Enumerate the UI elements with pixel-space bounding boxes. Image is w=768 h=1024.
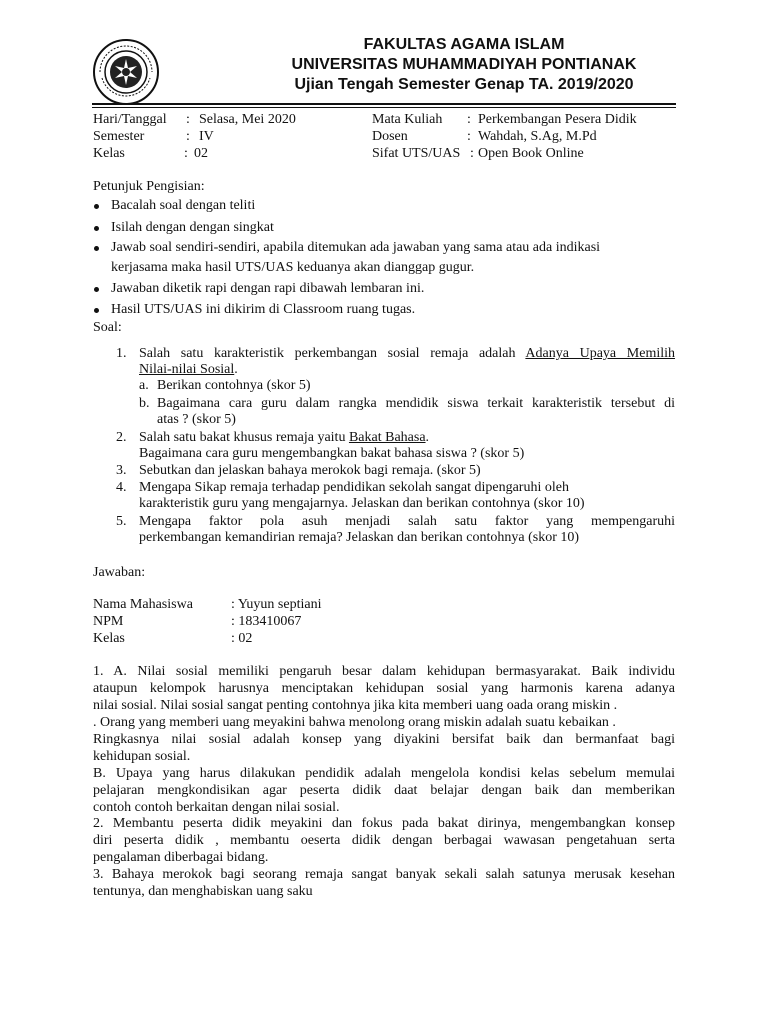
question-2-text: Salah satu bakat khusus remaja yaitu [139, 430, 346, 445]
question-number: 2. [116, 430, 127, 445]
answer-line: tentunya, dan menghabiskan uang saku [93, 884, 313, 899]
instruction-item: Jawab soal sendiri-sendiri, apabila ditemukan ada jawaban yang sama atau ada indikasi [111, 240, 601, 255]
info-label-lecturer: Dosen [372, 129, 408, 144]
question-1-line-2 [139, 362, 238, 378]
info-sep-course: : [467, 112, 471, 127]
info-label-class: Kelas [93, 146, 125, 161]
bullet-icon [93, 223, 103, 233]
answer-line: 1. A. Nilai sosial memiliki pengaruh besar dalam kehidupan bermasyarakat. Baik individu [93, 664, 675, 679]
student-value-class: : 02 [231, 631, 253, 646]
answer-line: B. Upaya yang harus dilakukan pendidik adalah mengelola kondisi kelas sebelum memulai [93, 766, 675, 781]
question-1-period: . [234, 362, 238, 377]
student-label-name: Nama Mahasiswa [93, 597, 193, 612]
answer-line: pengalaman diberbagai bidang. [93, 850, 269, 865]
answer-line: nilai sosial. Nilai sosial sangat penting contohnya jika kita memberi uang oada orang miskin . [93, 698, 618, 713]
info-sep-semester: : [186, 129, 190, 144]
question-2-period: . [425, 430, 430, 445]
info-sep-exam-type: : [470, 146, 474, 161]
questions-title: Soal: [93, 320, 122, 335]
question-4-line-2: karakteristik guru yang mengajarnya. Jelaskan dan berikan contohnya (skor 10) [139, 496, 585, 511]
info-sep-lecturer: : [467, 129, 471, 144]
question-1-text: Salah satu karakteristik perkembangan sosial remaja adalah [139, 346, 516, 361]
exam-title: Ujian Tengah Semester Genap TA. 2019/2020 [294, 76, 634, 93]
answers-title: Jawaban: [93, 565, 146, 580]
instruction-item: Bacalah soal dengan teliti [111, 198, 256, 213]
answer-line: Ringkasnya nilai sosial adalah konsep yang diyakini bersifat baik dan bermanfaat bagi [93, 732, 675, 747]
bullet-icon [93, 305, 103, 315]
answer-line: kehidupan sosial. [93, 749, 191, 764]
question-number: 3. [116, 463, 127, 478]
info-label-semester: Semester [93, 129, 145, 144]
question-2-line-2: Bagaimana cara guru mengembangkan bakat bahasa siswa ? (skor 5) [139, 446, 525, 461]
question-2-line-1 [139, 430, 429, 446]
info-value-lecturer: Wahdah, S.Ag, M.Pd [478, 129, 597, 144]
student-label-npm: NPM [93, 614, 124, 629]
header-rule-thin [92, 107, 676, 108]
instructions-title: Petunjuk Pengisian: [93, 179, 205, 194]
question-1-line-1 [139, 346, 675, 362]
answer-line: . Orang yang memberi uang meyakini bahwa menolong orang miskin adalah suatu kebaikan . [93, 715, 616, 730]
instruction-item: Jawaban diketik rapi dengan rapi dibawah lembaran ini. [111, 281, 425, 296]
instruction-item: Hasil UTS/UAS ini dikirim di Classroom ruang tugas. [111, 302, 416, 317]
bullet-icon [93, 201, 103, 211]
answer-line: 2. Membantu peserta didik meyakini dan fokus pada bakat dirinya, mengembangkan konsep [93, 816, 675, 831]
question-1-underlined-term-end: Nilai-nilai Sosial [139, 362, 235, 377]
subquestion-letter: b. [139, 396, 150, 411]
answer-line: contoh contoh berkaitan dengan nilai sosial. [93, 800, 340, 815]
info-label-date: Hari/Tanggal [93, 112, 167, 127]
student-value-name: : Yuyun septiani [231, 597, 322, 612]
info-sep-class: : [184, 146, 188, 161]
student-label-class: Kelas [93, 631, 125, 646]
question-1-underlined-term: Adanya Upaya Memilih [525, 346, 676, 361]
question-2-underlined-term: Bakat Bahasa [348, 430, 426, 445]
info-value-date: Selasa, Mei 2020 [199, 112, 296, 127]
university-logo [92, 38, 160, 106]
info-sep-date: : [186, 112, 190, 127]
instruction-item: Isilah dengan dengan singkat [111, 220, 274, 235]
header-rule-thick [92, 103, 676, 105]
question-3-text: Sebutkan dan jelaskan bahaya merokok bagi remaja. (skor 5) [139, 463, 481, 478]
info-value-class: 02 [194, 146, 208, 161]
university-title: UNIVERSITAS MUHAMMADIYAH PONTIANAK [291, 56, 637, 73]
question-4-line-1: Mengapa Sikap remaja terhadap pendidikan sekolah sangat dipengaruhi oleh [139, 480, 569, 495]
subquestion-letter: a. [139, 378, 149, 393]
answer-line: diri peserta didik , membantu oeserta didik dengan berbagai wawasan pengetahuan serta [93, 833, 675, 848]
question-number: 1. [116, 346, 127, 361]
question-number: 4. [116, 480, 127, 495]
info-value-semester: IV [199, 129, 214, 144]
instruction-item-continued: kerjasama maka hasil UTS/UAS keduanya akan dianggap gugur. [111, 260, 475, 275]
answer-line: 3. Bahaya merokok bagi seorang remaja sangat banyak sekali salah satunya merusak kesehan [93, 867, 675, 882]
bullet-icon [93, 284, 103, 294]
info-label-course: Mata Kuliah [372, 112, 443, 127]
subquestion-b-line-2: atas ? (skor 5) [157, 412, 236, 427]
question-number: 5. [116, 514, 127, 529]
question-5-line-1: Mengapa faktor pola asuh menjadi salah satu faktor yang mempengaruhi [139, 514, 675, 529]
info-value-exam-type: Open Book Online [478, 146, 584, 161]
subquestion-a: Berikan contohnya (skor 5) [157, 378, 311, 393]
info-label-exam-type: Sifat UTS/UAS [372, 146, 461, 161]
bullet-icon [93, 243, 103, 253]
info-value-course: Perkembangan Pesera Didik [478, 112, 637, 127]
question-5-line-2: perkembangan kemandirian remaja? Jelaskan dan berikan contohnya (skor 10) [139, 530, 580, 545]
answer-line: pelajaran mengkondisikan agar peserta didik daat belajar dengan baik dan memberikan [93, 783, 675, 798]
student-value-npm: : 183410067 [231, 614, 302, 629]
subquestion-b-line-1: Bagaimana cara guru dalam rangka mendidik siswa terkait karakteristik tersebut di [157, 396, 675, 411]
answer-line: ataupun kelompok harusnya menciptakan kehidupan sosial yang harmonis karena adanya [93, 681, 675, 696]
faculty-title: FAKULTAS AGAMA ISLAM [363, 36, 565, 53]
